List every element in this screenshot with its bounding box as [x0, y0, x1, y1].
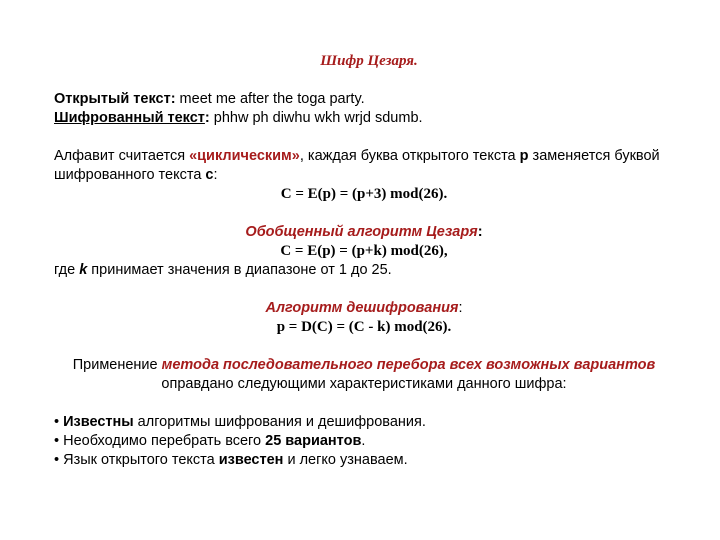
alphabet-line-1	[54, 147, 674, 166]
where-line	[54, 261, 674, 280]
title-line	[54, 52, 674, 71]
apply-line-1	[54, 356, 674, 375]
general-heading: Обобщенный алгоритм Цезаря	[245, 224, 478, 240]
letter-c: c	[205, 167, 214, 183]
general-colon: :	[477, 224, 483, 240]
decrypt-colon: :	[458, 300, 463, 316]
bullet-bold: известен	[218, 452, 284, 468]
bullet-mark: •	[54, 452, 64, 468]
alphabet-text: , каждая буква открытого текста	[299, 148, 520, 164]
open-text-line	[54, 90, 674, 109]
bullet-pre: Язык открытого текста	[63, 452, 219, 468]
list-item	[54, 451, 674, 470]
bullet-pre: Необходимо перебрать всего	[63, 433, 266, 449]
bullet-bold: Известны	[63, 414, 134, 430]
bullet-rest: .	[361, 433, 366, 449]
where-text: где	[54, 262, 80, 278]
formula-2-line	[54, 242, 674, 261]
cyclic-word: «циклическим»	[189, 148, 300, 164]
apply-text-2: оправдано следующими характеристиками данного шифра:	[161, 376, 567, 392]
cipher-text-colon: :	[204, 110, 210, 126]
bullet-bold: 25 вариантов	[265, 433, 362, 449]
bullet-mark: •	[54, 433, 64, 449]
alphabet-text: шифрованного текста	[54, 167, 206, 183]
decrypt-heading: Алгоритм дешифрования	[265, 300, 459, 316]
alphabet-line-2	[54, 166, 674, 185]
apply-text: Применение	[72, 357, 162, 373]
formula-3-line	[54, 318, 674, 337]
letter-k: k	[79, 262, 88, 278]
list-item	[54, 413, 674, 432]
apply-line-2	[54, 375, 674, 394]
apply-method: метода последовательного перебора всех возможных вариантов	[161, 357, 656, 373]
slide-content	[54, 52, 674, 470]
general-heading-line	[54, 223, 674, 242]
alphabet-text: :	[213, 167, 218, 183]
list-item	[54, 432, 674, 451]
letter-p: p	[519, 148, 529, 164]
formula-encrypt: C = E(p) = (p+3) mod(26).	[280, 186, 448, 202]
formula-1-line	[54, 185, 674, 204]
where-text: принимает значения в диапазоне от 1 до 25.	[87, 262, 392, 278]
open-text-value: meet me after the toga party.	[175, 91, 365, 107]
bullet-rest: и легко узнаваем.	[283, 452, 408, 468]
open-text-label: Открытый текст:	[54, 91, 176, 107]
alphabet-text: заменяется буквой	[528, 148, 660, 164]
page-title: Шифр Цезаря.	[320, 53, 418, 69]
alphabet-text: Алфавит считается	[54, 148, 190, 164]
bullet-mark: •	[54, 414, 64, 430]
cipher-text-line	[54, 109, 674, 128]
decrypt-heading-line	[54, 299, 674, 318]
cipher-text-value: phhw ph diwhu wkh wrjd sdumb.	[209, 110, 423, 126]
cipher-text-label: Шифрованный текст	[54, 110, 205, 126]
formula-decrypt: p = D(C) = (C - k) mod(26).	[276, 319, 452, 335]
formula-general: C = E(p) = (p+k) mod(26),	[280, 243, 448, 259]
bullet-rest: алгоритмы шифрования и дешифрования.	[133, 414, 426, 430]
